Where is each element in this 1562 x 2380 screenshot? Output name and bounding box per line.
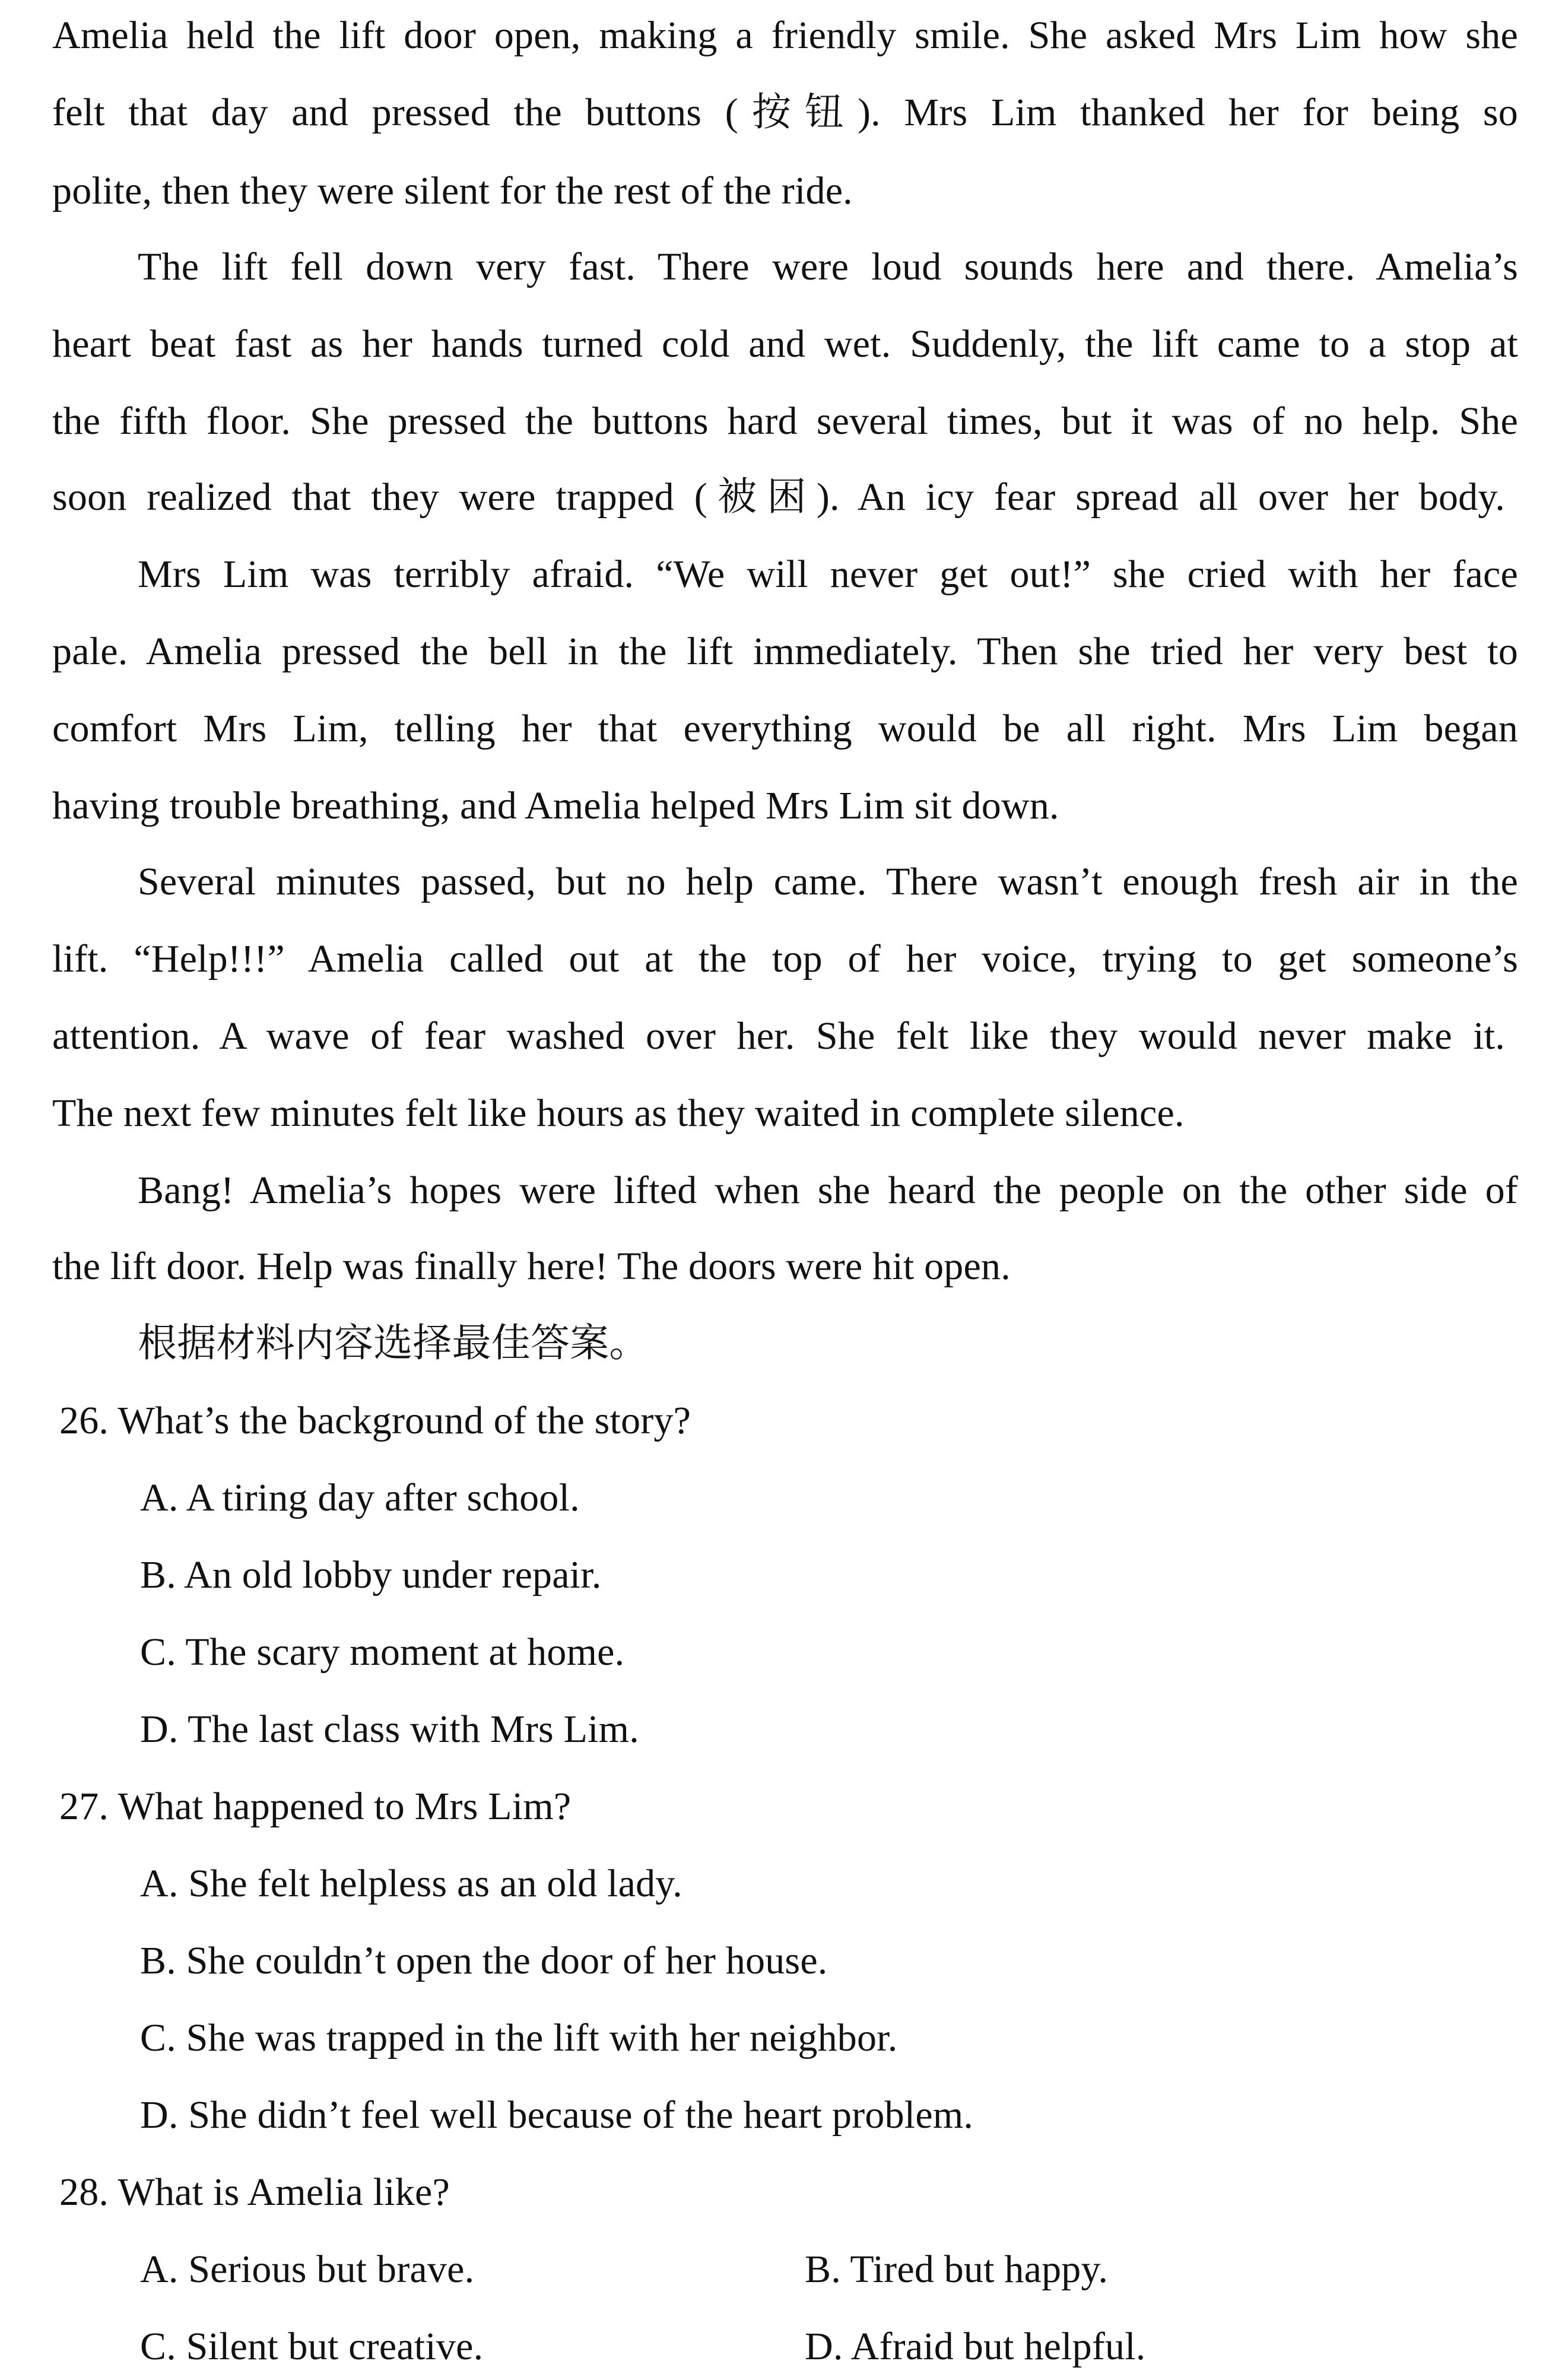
passage-line: The lift fell down very fast. There were loud sounds here and there. Amelia’s (138, 245, 1518, 288)
passage-line: having trouble breathing, and Amelia helped Mrs Lim sit down. (52, 784, 1059, 827)
answer-option: C. She was trapped in the lift with her neighbor. (140, 2016, 898, 2060)
question-stem: 28. What is Amelia like? (59, 2170, 450, 2214)
answer-option: B. Tired but happy. (805, 2248, 1109, 2291)
passage-line: the fifth floor. She pressed the buttons hard several times, but it was of no help. She (52, 399, 1518, 443)
passage-line: polite, then they were silent for the rest of the ride. (52, 169, 853, 212)
passage-line: heart beat fast as her hands turned cold and wet. Suddenly, the lift came to a stop at (52, 322, 1518, 366)
instruction-text: 根据材料内容选择最佳答案。 (138, 1322, 649, 1365)
passage-line: soon realized that they were trapped (被困). An icy fear spread all over her body. (52, 475, 1505, 519)
passage-line: felt that day and pressed the buttons (按钮). Mrs Lim thanked her for being so (52, 91, 1518, 134)
answer-option: A. She felt helpless as an old lady. (140, 1862, 682, 1905)
answer-option: A. Serious but brave. (140, 2248, 475, 2291)
answer-option: C. Silent but creative. (140, 2325, 484, 2368)
passage-line: the lift door. Help was finally here! The doors were hit open. (52, 1245, 1011, 1288)
passage-line: comfort Mrs Lim, telling her that everything would be all right. Mrs Lim began (52, 707, 1518, 750)
passage-line: Amelia held the lift door open, making a friendly smile. She asked Mrs Lim how she (52, 14, 1518, 57)
answer-option: A. A tiring day after school. (140, 1476, 580, 1519)
passage-line: Bang! Amelia’s hopes were lifted when she heard the people on the other side of (138, 1169, 1518, 1212)
question-stem: 27. What happened to Mrs Lim? (59, 1785, 572, 1828)
answer-option: C. The scary moment at home. (140, 1630, 625, 1674)
question-stem: 26. What’s the background of the story? (59, 1399, 691, 1442)
answer-option: B. An old lobby under repair. (140, 1553, 602, 1597)
passage-line: lift. “Help!!!” Amelia called out at the top of her voice, trying to get someone’s (52, 937, 1518, 980)
passage-line: pale. Amelia pressed the bell in the lift immediately. Then she tried her very best to (52, 630, 1518, 673)
passage-line: attention. A wave of fear washed over her. She felt like they would never make it. (52, 1014, 1505, 1058)
answer-option: D. The last class with Mrs Lim. (140, 1708, 639, 1751)
passage-line: Several minutes passed, but no help came. There wasn’t enough fresh air in the (138, 860, 1518, 903)
answer-option: D. She didn’t feel well because of the heart problem. (140, 2093, 974, 2137)
answer-option: D. Afraid but helpful. (805, 2325, 1146, 2368)
passage-line: Mrs Lim was terribly afraid. “We will never get out!” she cried with her face (138, 553, 1518, 596)
answer-option: B. She couldn’t open the door of her house. (140, 1939, 828, 1982)
passage-line: The next few minutes felt like hours as they waited in complete silence. (52, 1091, 1185, 1135)
